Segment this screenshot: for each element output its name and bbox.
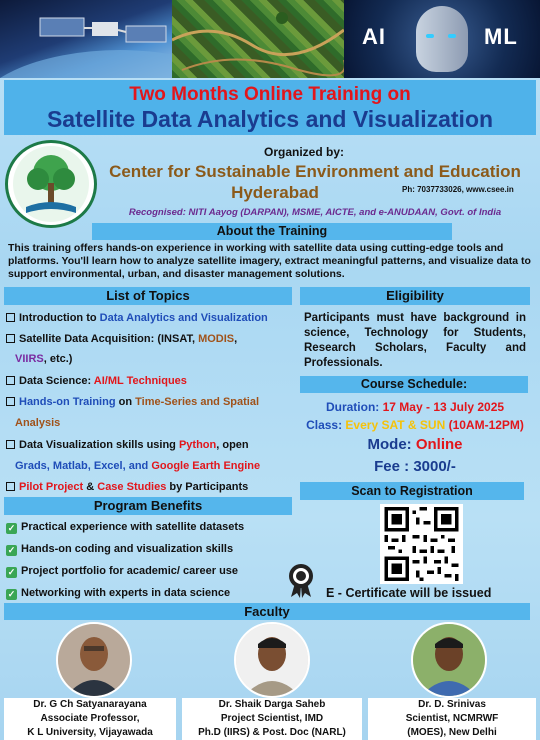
person-avatar-icon [236, 624, 308, 696]
class-line: Class: Every SAT & SUN (10AM-12PM) [306, 418, 524, 432]
header-banner [0, 0, 540, 78]
person-avatar-icon [413, 624, 485, 696]
faculty-card [182, 698, 362, 740]
title-line-2: Satellite Data Analytics and Visualization [46, 106, 494, 132]
mode-line: Mode: Online [367, 436, 463, 453]
check-icon: ✓ [7, 545, 16, 555]
satellite-image [0, 0, 172, 78]
benefits-heading: Program Benefits [4, 497, 292, 515]
robot-head-icon [416, 6, 468, 72]
faculty-role: Associate Professor, [40, 713, 140, 724]
title-bar [4, 80, 536, 135]
schedule-heading: Course Schedule: [300, 376, 528, 393]
duration-line: Duration: 17 May - 13 July 2025 [325, 400, 505, 414]
faculty-name: Dr. D. Srinivas [418, 699, 486, 710]
map-icon [172, 0, 344, 78]
person-avatar-icon [58, 624, 130, 696]
faculty-card [368, 698, 536, 740]
eligibility-text: Participants must have background in science, Technology for Students, Research Scholars, Faculty and Professionals. [304, 312, 526, 369]
faculty-name: Dr. Shaik Darga Saheb [218, 699, 326, 710]
faculty-org: K L University, Vijayawada [27, 727, 153, 738]
faculty-role: Scientist, NCMRWF [405, 713, 499, 724]
certificate-text: E - Certificate will be issued [326, 586, 492, 600]
check-icon: ✓ [7, 589, 16, 599]
satellite-icon [0, 0, 172, 78]
organizer-name-line-2: Hyderabad [231, 183, 319, 202]
faculty-photo [56, 622, 132, 698]
registration-qr-code[interactable] [380, 504, 463, 584]
checkbox-icon [6, 482, 15, 491]
topic-item: Data Science: AI/ML Techniques [6, 374, 187, 388]
benefit-item: ✓ Practical experience with satellite datasets [7, 521, 245, 533]
benefit-item: ✓ Hands-on coding and visualization skills [7, 543, 234, 555]
topic-item: Introduction to Data Analytics and Visualization [6, 311, 268, 325]
topic-item: Satellite Data Acquisition: (INSAT, MODIS, [6, 332, 237, 346]
topic-item: Pilot Project & Case Studies by Participants [6, 480, 248, 494]
topic-item-continued: VIIRS, etc.) [15, 353, 73, 365]
faculty-photo [234, 622, 310, 698]
about-text: This training offers hands-on experience in working with satellite data using cutting-edge tools and platforms. You'll learn how to analyze satellite imagery, extract meaningful patterns, and visualize data to support environmental, urban, and disaster management solutions. [8, 242, 531, 280]
qr-code-icon [383, 507, 460, 581]
ai-label: AI [362, 24, 386, 49]
check-icon: ✓ [7, 567, 16, 577]
eligibility-heading: Eligibility [300, 287, 530, 305]
satellite-map-image [172, 0, 344, 78]
registration-heading: Scan to Registration [300, 482, 524, 500]
ml-label: ML [484, 24, 518, 49]
faculty-heading: Faculty [4, 603, 530, 620]
fee-line: Fee : 3000/- [374, 458, 456, 475]
faculty-photo [411, 622, 487, 698]
csee-logo [5, 140, 97, 228]
check-icon: ✓ [7, 523, 16, 533]
tree-logo-icon [8, 143, 94, 225]
topic-item-continued: Analysis [15, 417, 61, 429]
faculty-name: Dr. G Ch Satyanarayana [33, 699, 147, 710]
title-line-1: Two Months Online Training on [129, 84, 411, 105]
organizer-name [100, 161, 530, 203]
faculty-card [4, 698, 176, 740]
about-heading: About the Training [92, 223, 452, 240]
faculty-org: (MOES), New Delhi [407, 727, 497, 738]
recognition-text: Recognised: NITI Aayog (DARPAN), MSME, AICTE, and e-ANUDAAN, Govt. of India [128, 207, 502, 218]
checkbox-icon [6, 397, 15, 406]
topic-item: Data Visualization skills using Python, open [6, 438, 249, 452]
contact-info: Ph: 7037733026, www.csee.in [402, 185, 514, 194]
ai-ml-image [344, 0, 540, 78]
topic-item-continued: Grads, Matlab, Excel, and Google Earth Engine [15, 460, 261, 472]
faculty-org: Ph.D (IIRS) & Post. Doc (NARL) [198, 727, 346, 738]
checkbox-icon [6, 334, 15, 343]
benefit-item: ✓ Networking with experts in data science [7, 587, 231, 599]
organizer-name-line-1: Center for Sustainable Environment and Education [109, 162, 521, 181]
checkbox-icon [6, 313, 15, 322]
checkbox-icon [6, 376, 15, 385]
organized-by-label: Organized by: [264, 145, 345, 159]
faculty-role: Project Scientist, IMD [220, 713, 324, 724]
checkbox-icon [6, 440, 15, 449]
topic-item: Hands-on Training on Time-Series and Spatial [6, 395, 259, 409]
topics-heading: List of Topics [4, 287, 292, 305]
benefit-item: ✓ Project portfolio for academic/ career use [7, 565, 239, 577]
certificate-badge-icon [286, 563, 316, 599]
